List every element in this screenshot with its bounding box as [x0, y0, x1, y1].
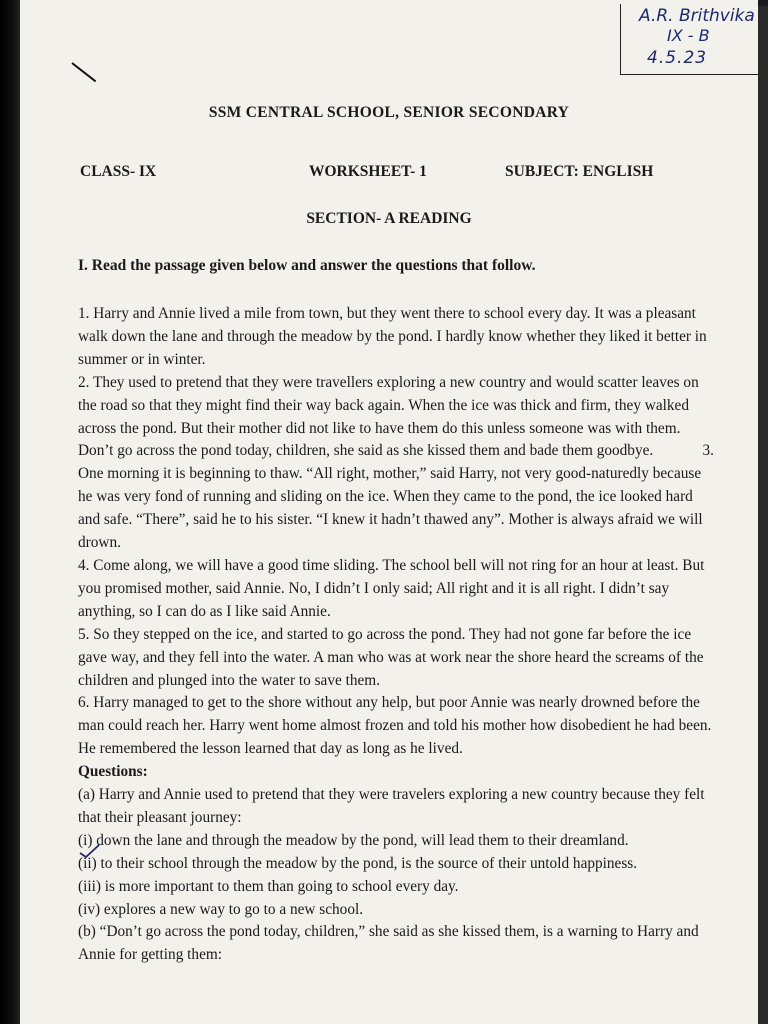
question-a-option-3: (iii) is more important to them than going to school every day. [78, 877, 459, 895]
school-title: SSM CENTRAL SCHOOL, SENIOR SECONDARY [208, 104, 570, 121]
subject-label: SUBJECT: ENGLISH [505, 163, 654, 180]
scan-left-shadow [0, 0, 22, 1024]
reading-passage [78, 303, 714, 967]
questions-heading: Questions: [78, 763, 148, 781]
handwritten-class: IX - B [667, 26, 710, 45]
paragraph-2-text: 2. They used to pretend that they were travellers exploring a new country and would scatter leaves on the road so that they might find their way back again. When the ice was thick and firm, they walked across the pond. But their mother did not like to have them do this unless someone was with them. Don’t go across the pond today, children, she said as she kissed them and bade them goodbye. [78, 373, 699, 460]
paragraph-1: 1. Harry and Annie lived a mile from town, but they went there to school every day. It was a pleasant walk down the lane and through the meadow by the pond. I hardly know whether they liked it better in summer or in winter. [78, 305, 707, 368]
paragraph-2 [78, 372, 714, 464]
answer-tick-mark [78, 844, 100, 858]
worksheet-label: WORKSHEET- 1 [309, 163, 427, 180]
pen-mark [71, 62, 96, 82]
question-b-stem: (b) “Don’t go across the pond today, children,” she said as she kissed them, is a warning to Harry and Annie for getting them: [78, 923, 699, 964]
paragraph-5: 5. So they stepped on the ice, and started to go across the pond. They had not gone far before the ice gave way, and they fell into the water. A man who was at work near the shore heard the screams of the children and plunged into the water to save them. [78, 625, 704, 689]
paragraph-3: One morning it is beginning to thaw. “All right, mother,” said Harry, not very good-naturedly because he was very fond of running and sliding on the ice. When they came to the pond, the ice looked hard and safe. “There”, said he to his sister. “I knew it hadn’t thawed any”. Mother is always afraid we will drown. [78, 465, 703, 552]
paragraph-4: 4. Come along, we will have a good time sliding. The school bell will not ring for an hour at least. But you promised mother, said Annie. No, I didn’t I only said; All right and it is all right. I didn’t say anything, so I can do as I like said Annie. [78, 556, 705, 620]
instruction-text: I. Read the passage given below and answer the questions that follow. [78, 257, 536, 274]
question-a-option-4: (iv) explores a new way to go to a new school. [78, 900, 364, 918]
handwritten-date: 4.5.23 [647, 48, 708, 68]
question-a-option-2: (ii) to their school through the meadow by the pond, is the source of their untold happiness. [78, 854, 638, 872]
question-a-stem: (a) Harry and Annie used to pretend that they were travelers exploring a new country because they felt that their pleasant journey: [78, 786, 705, 826]
question-a-option-1: (i) down the lane and through the meadow by the pond, will lead them to their dreamland. [78, 831, 629, 849]
paragraph-3-number: 3. [702, 442, 714, 460]
handwritten-name-box [620, 4, 758, 75]
paragraph-6: 6. Harry managed to get to the shore without any help, but poor Annie was nearly drowned before the man could reach her. Harry went home almost frozen and told his mother how disobedient he had been. He remembered the lesson learned that day as long as he lived. [78, 694, 712, 758]
class-label: CLASS- IX [80, 163, 157, 180]
handwritten-name: A.R. Brithvika [639, 6, 755, 26]
section-title: SECTION- A READING [306, 210, 472, 227]
worksheet-page [20, 0, 758, 1024]
